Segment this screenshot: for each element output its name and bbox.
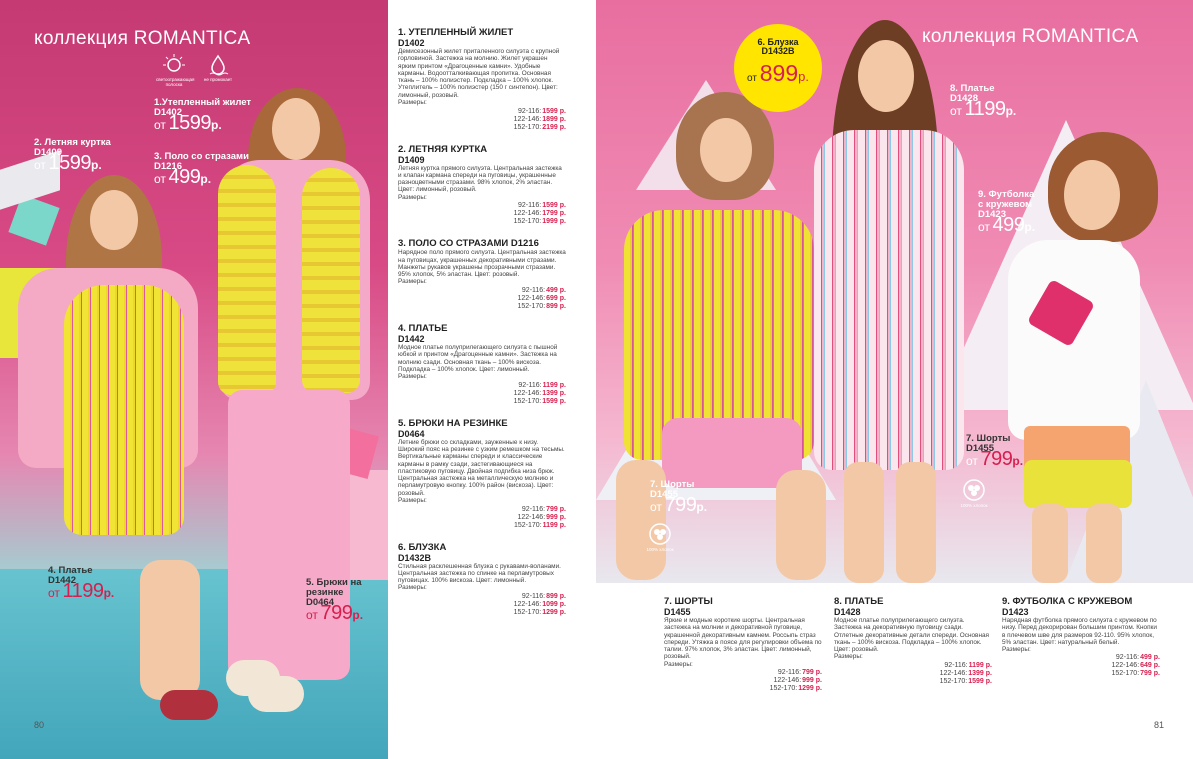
- girl5-leg: [1032, 504, 1068, 583]
- size-price-row: [398, 108, 566, 116]
- size-price: 1599 р.: [542, 397, 566, 405]
- cotton-label-a: 100% хлопок: [646, 547, 674, 552]
- size-range: 92-116:: [518, 202, 542, 210]
- label-pants-code: D0464: [306, 597, 334, 608]
- size-price-row: [834, 662, 992, 670]
- size-price-row: [398, 382, 566, 390]
- size-price-row: [664, 685, 822, 693]
- size-price-table: [834, 662, 992, 686]
- currency: р.: [211, 118, 222, 132]
- yellow-vest-left: [218, 165, 276, 395]
- girl4-face: [858, 40, 914, 112]
- size-price: 899 р.: [546, 302, 566, 310]
- girl4-leg2: [896, 462, 936, 583]
- badge-price: 899: [759, 60, 799, 86]
- product-shorts-desc: [664, 597, 822, 693]
- size-price-row: [398, 287, 566, 295]
- yellow-vest-right: [302, 168, 360, 393]
- label-polo-price: 499: [168, 166, 201, 188]
- label-shorts-b-price: 799: [980, 448, 1013, 470]
- label-shorts-a-name: 7. Шорты: [650, 479, 695, 490]
- size-range: 152-170:: [939, 677, 968, 685]
- size-range: 92-116:: [521, 592, 546, 600]
- girl-face: [90, 190, 138, 250]
- size-range: 122-146:: [513, 115, 542, 123]
- product-title: 6. БЛУЗКА: [398, 541, 447, 553]
- size-price-row: [398, 506, 566, 514]
- label-dress-price: 1199: [62, 580, 104, 602]
- product-tshirt-desc: [1002, 597, 1160, 678]
- product-description: Демисезонный жилет приталенного силуэта с крупной горловиной. Застежка на молнию. Жилет украшен ярким принтом «Драгоценные камни». Удобные карманы. Водоотталкивающая пропитка. Основная ткань – 100% полиэстер. Подкладка – 100% хлопок. Утеплитель – 100% полиэстер (150 г синтепон). Цвет: лимонный, розовый.: [398, 48, 560, 99]
- size-price-row: [398, 218, 566, 226]
- currency: р.: [352, 608, 364, 622]
- product-code: D1423: [1002, 607, 1029, 617]
- from-text: от: [978, 220, 990, 234]
- from-text: от: [650, 500, 662, 514]
- product-description: Летние брюки со складками, зауженные к низу. Широкий пояс на резинке с узким ремешком на тесьмы. Вертикальные карманы спереди и классические карманы в рамку сзади, застегивающиеся на пластиковую пуговицу. Двойная подгибка низа брюк. Центральная застежка на металлическую молнию и перламутровую кнопку. 100% район (вискоза). Цвет: розовый.: [398, 438, 565, 497]
- size-price: 499 р.: [546, 286, 566, 294]
- size-price: 1199 р.: [968, 661, 992, 669]
- page-number-left: 80: [34, 720, 45, 730]
- label-dress-r-name: 8. Платье: [950, 83, 995, 94]
- badge-code: D1432B: [761, 46, 795, 56]
- size-range: 92-116:: [518, 107, 542, 115]
- right-page: [596, 0, 1193, 759]
- from-text: от: [154, 118, 166, 132]
- sizes-label: Размеры:: [1002, 646, 1031, 654]
- label-jacket-code: D1409: [34, 147, 62, 158]
- size-price: 1799 р.: [542, 210, 566, 218]
- cotton-icon: [648, 522, 672, 546]
- label-vest-code: D1402: [154, 107, 182, 118]
- cotton-badge-a: [642, 522, 678, 552]
- pink-dress: [814, 130, 964, 470]
- from-text: от: [48, 586, 60, 600]
- girl4-leg: [844, 462, 884, 583]
- product-description: Нарядная футболка прямого силуэта с кружевом по низу. Перед декорирован большим принтом. Кнопки в плечевом шве для размеров 92-110. 95% хлопок, 5% эластан. Цвет: натуральный белый.: [1002, 617, 1157, 646]
- product-entry: [398, 28, 566, 132]
- size-range: 152-170:: [514, 521, 542, 529]
- size-price: 799 р.: [802, 669, 822, 677]
- water-drop-icon: [207, 54, 229, 76]
- size-range: 122-146:: [513, 600, 542, 608]
- from-text: от: [154, 172, 166, 186]
- size-price-row: [1002, 670, 1160, 678]
- sizes-label: Размеры:: [834, 653, 863, 661]
- size-price: 1599 р.: [542, 202, 566, 210]
- cotton-icon: [962, 478, 986, 502]
- label-vest: [154, 98, 251, 132]
- currency: р.: [103, 586, 115, 600]
- size-range: 92-116:: [518, 381, 542, 389]
- girl3-leg: [616, 460, 666, 580]
- size-price-row: [398, 609, 566, 617]
- label-polo: [154, 152, 249, 186]
- product-title: 4. ПЛАТЬЕ: [398, 322, 448, 334]
- size-price: 1399 р.: [542, 389, 566, 397]
- label-dress-name: 4. Платье: [48, 565, 93, 576]
- collection-title-right: коллекция ROMANTICA: [922, 26, 1139, 47]
- cotton-badge-b: [956, 478, 992, 508]
- product-entry: [398, 239, 566, 311]
- sizes-label: Размеры:: [398, 373, 427, 381]
- from-text: от: [306, 608, 318, 622]
- size-price: 999 р.: [546, 513, 566, 521]
- size-price-table: [398, 287, 566, 311]
- label-tshirt-price: 499: [992, 214, 1025, 236]
- from-text: от: [747, 73, 757, 84]
- size-price-row: [1002, 662, 1160, 670]
- size-range: 152-170:: [513, 397, 542, 405]
- size-price-table: [664, 669, 822, 693]
- label-dress-r-price: 1199: [964, 98, 1006, 120]
- product-entry: [398, 145, 566, 227]
- size-price-row: [398, 390, 566, 398]
- size-range: 92-116:: [521, 286, 546, 294]
- cotton-label-b: 100% хлопок: [960, 503, 988, 508]
- size-price-row: [1002, 654, 1160, 662]
- product-description: Нарядное поло прямого силуэта. Центральная застежка на пуговицах, украшенных декоративными стразами. Манжеты рукавов украшены прозрачными стразами. 95% хлопок, 5% эластан. Цвет: розовый.: [398, 249, 566, 279]
- label-dress-r: [950, 84, 1016, 118]
- product-entry: [398, 543, 566, 617]
- size-range: 122-146:: [517, 294, 546, 302]
- currency: р.: [91, 158, 102, 172]
- product-code: D1409: [398, 154, 425, 165]
- product-entry: [834, 597, 992, 686]
- size-price-row: [398, 295, 566, 303]
- sizes-label: Размеры:: [398, 497, 427, 505]
- waterproof-badge: [200, 54, 236, 82]
- product-title: 8. ПЛАТЬЕ: [834, 596, 884, 607]
- girl3-face: [700, 118, 752, 182]
- product-description: Летняя куртка прямого силуэта. Центральная застежка и клапан кармана спереди на пуговицы, украшенные разноцветными стразами. 98% хлопок, 2% эластан. Цвет: лимонный, розовый.: [398, 164, 562, 194]
- size-price-table: [398, 108, 566, 132]
- product-code: D1432B: [398, 552, 432, 563]
- label-shorts-a: [650, 480, 707, 514]
- label-tshirt-code: D1423: [978, 209, 1006, 220]
- size-range: 92-116:: [944, 661, 968, 669]
- label-tshirt-name: 9. Футболка с кружевом: [978, 189, 1035, 210]
- girl-legs: [140, 560, 200, 700]
- from-text: от: [34, 158, 46, 172]
- size-price: 499 р.: [1140, 654, 1160, 662]
- size-price-table: [398, 593, 566, 617]
- size-price: 1899 р.: [542, 115, 566, 123]
- label-shorts-b: [966, 434, 1023, 468]
- size-price: 2199 р.: [542, 123, 566, 131]
- label-shorts-b-name: 7. Шорты: [966, 433, 1011, 444]
- product-code: D1455: [664, 607, 691, 617]
- size-range: 92-116:: [521, 505, 546, 513]
- size-price-table: [398, 506, 566, 530]
- size-price: 1299 р.: [798, 685, 822, 693]
- size-range: 152-170:: [517, 302, 546, 310]
- size-range: 122-146:: [513, 389, 542, 397]
- from-text: от: [950, 104, 962, 118]
- light-reflect-badge: [156, 54, 195, 87]
- product-entry: [398, 324, 566, 406]
- product-code: D1402: [398, 38, 425, 48]
- girl3-leg2: [776, 470, 826, 580]
- currency: р.: [696, 500, 708, 514]
- size-range: 152-170:: [513, 608, 542, 616]
- product-list-left: [398, 28, 566, 630]
- badge-name: 6. Блузка: [757, 37, 799, 47]
- size-price-row: [398, 398, 566, 406]
- size-price: 1199 р.: [542, 381, 566, 389]
- label-pants-price: 799: [320, 602, 353, 624]
- girl5-face: [1064, 160, 1120, 230]
- label-jacket-price: 1599: [48, 152, 92, 174]
- product-title: 1. УТЕПЛЕННЫЙ ЖИЛЕТ: [398, 27, 514, 38]
- size-range: 122-146:: [939, 669, 968, 677]
- size-price: 699 р.: [546, 294, 566, 302]
- product-description: Яркие и модные короткие шорты. Центральная застежка на молнии и декоративной пуговице, украшенной декоративным камнем. Россыпь страз спереди. Утяжка в поясе для регулировки объема по талии. 97% хлопок, 3% эластан. Цвет: лимонный, розовый.: [664, 617, 822, 661]
- sizes-label: Размеры:: [398, 99, 427, 107]
- label-polo-code: D1216: [154, 161, 182, 172]
- yellow-dress: [64, 285, 184, 535]
- waterproof-label: не промокает: [203, 77, 233, 82]
- label-shorts-a-price: 799: [664, 494, 697, 516]
- size-range: 122-146:: [513, 210, 542, 218]
- product-code: D0464: [398, 428, 425, 439]
- label-dress-code: D1442: [48, 575, 76, 586]
- size-price: 1399 р.: [968, 669, 992, 677]
- product-code: D1442: [398, 333, 425, 344]
- girl5-leg2: [1086, 504, 1122, 583]
- product-title: 5. БРЮКИ НА РЕЗИНКЕ: [398, 417, 508, 429]
- size-price-row: [398, 124, 566, 132]
- currency: р.: [1005, 104, 1017, 118]
- size-price-table: [398, 382, 566, 406]
- blouse-price-badge: [734, 24, 822, 112]
- size-range: 122-146:: [517, 513, 546, 521]
- size-range: 152-170:: [769, 685, 798, 693]
- currency: р.: [200, 172, 212, 186]
- size-range: 92-116:: [1115, 654, 1140, 662]
- product-description: Модное платье полуприлегающего силуэта. Застежка на декоративную пуговицу сзади. Отлетные декоративные детали спереди. Основная ткань – 100% вискоза. Подкладка – 100% хлопок. Цвет: розовый.: [834, 617, 989, 654]
- sizes-label: Размеры:: [398, 584, 427, 592]
- currency: р.: [1024, 220, 1036, 234]
- size-price-table: [1002, 654, 1160, 678]
- size-price-row: [398, 601, 566, 609]
- left-page: [0, 0, 596, 759]
- size-price: 799 р.: [546, 505, 566, 513]
- label-pants-name: 5. Брюки на резинке: [306, 577, 362, 598]
- label-shorts-a-code: D1455: [650, 489, 678, 500]
- product-code: D1428: [834, 607, 861, 617]
- size-price-row: [664, 677, 822, 685]
- label-dress: [48, 566, 114, 600]
- size-price-row: [398, 522, 566, 530]
- product-title: 3. ПОЛО СО СТРАЗАМИ D1216: [398, 238, 539, 250]
- size-range: 92-116:: [777, 669, 802, 677]
- product-description: Модное платье полуприлегающего силуэта с пышной юбкой и принтом «Драгоценные камни». Застежка на молнию сзади. Основная ткань – 100% вискоза. Подкладка – 100% хлопок. Цвет: лимонный.: [398, 343, 558, 373]
- size-price: 649 р.: [1140, 662, 1160, 670]
- girl2-face: [272, 98, 320, 160]
- size-price-row: [398, 593, 566, 601]
- yellow-shorts: [1024, 460, 1132, 508]
- lightbulb-icon: [161, 54, 187, 76]
- size-price-row: [398, 303, 566, 311]
- currency: р.: [798, 69, 809, 84]
- size-price-row: [664, 669, 822, 677]
- size-price-row: [398, 202, 566, 210]
- sneaker-right: [248, 676, 304, 712]
- label-polo-name: 3. Поло со стразами: [154, 151, 249, 162]
- size-range: 152-170:: [513, 218, 542, 226]
- label-pants: [306, 578, 376, 622]
- collection-title-left: коллекция ROMANTICA: [34, 28, 251, 49]
- product-entry: [398, 419, 566, 530]
- label-vest-price: 1599: [168, 112, 212, 134]
- product-title: 2. ЛЕТНЯЯ КУРТКА: [398, 143, 488, 155]
- size-price: 1599 р.: [968, 677, 992, 685]
- size-price: 899 р.: [546, 592, 566, 600]
- product-title: 9. ФУТБОЛКА С КРУЖЕВОМ: [1002, 596, 1133, 607]
- page-number-right: 81: [1154, 720, 1165, 730]
- size-price: 1599 р.: [542, 107, 566, 115]
- size-price-table: [398, 202, 566, 226]
- sizes-label: Размеры:: [664, 660, 693, 668]
- size-price-row: [398, 116, 566, 124]
- size-range: 122-146:: [773, 677, 802, 685]
- label-jacket: [34, 138, 111, 172]
- sizes-label: Размеры:: [398, 278, 427, 286]
- pink-pants: [228, 390, 350, 680]
- red-shoe: [160, 690, 218, 720]
- label-tshirt: [978, 190, 1038, 234]
- size-range: 152-170:: [513, 123, 542, 131]
- label-dress-r-code: D1428: [950, 93, 978, 104]
- size-price: 999 р.: [802, 677, 822, 685]
- currency: р.: [1012, 454, 1024, 468]
- label-vest-name: 1.Утепленный жилет: [154, 97, 252, 108]
- product-entry: [1002, 597, 1160, 678]
- from-text: от: [966, 454, 978, 468]
- product-entry: [664, 597, 822, 693]
- size-range: 122-146:: [1111, 662, 1140, 670]
- size-range: 152-170:: [1111, 670, 1140, 678]
- size-price-row: [834, 670, 992, 678]
- product-description: Стильная расклешенная блузка с рукавами-воланами. Центральная застежка по спинке на перламутровых пуговицах. 100% вискоза. Цвет: лимонный.: [398, 562, 561, 585]
- size-price: 1099 р.: [542, 600, 566, 608]
- light-reflect-label: светоотражающая полоска: [156, 77, 195, 87]
- size-price-row: [398, 514, 566, 522]
- size-price: 1999 р.: [542, 218, 566, 226]
- size-price-row: [834, 678, 992, 686]
- size-price: 1199 р.: [542, 521, 566, 529]
- sizes-label: Размеры:: [398, 193, 427, 201]
- label-shorts-b-code: D1455: [966, 443, 994, 454]
- label-jacket-name: 2. Летняя куртка: [34, 137, 111, 148]
- size-price: 1299 р.: [542, 608, 566, 616]
- size-price-row: [398, 210, 566, 218]
- size-price: 799 р.: [1140, 670, 1160, 678]
- product-title: 7. ШОРТЫ: [664, 596, 713, 607]
- product-dress-desc: [834, 597, 992, 686]
